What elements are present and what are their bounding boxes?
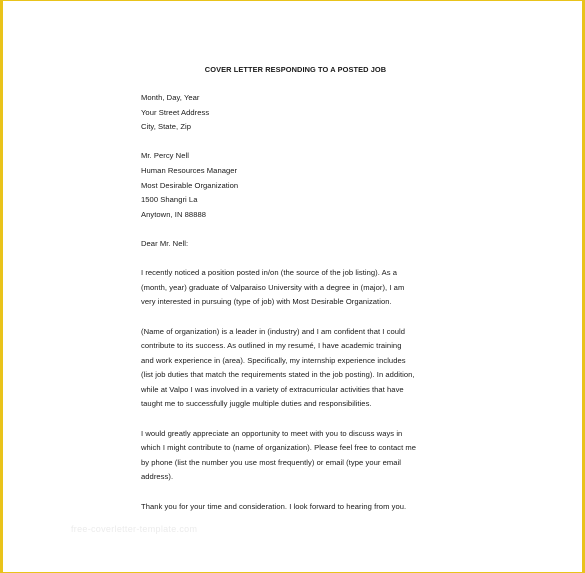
paragraph-line: Thank you for your time and consideration. I look forward to hearing from you.: [141, 501, 407, 511]
salutation: [141, 237, 451, 252]
paragraph-line: (list job duties that match the requirements stated in the job posting). In addition,: [141, 370, 415, 380]
sender-date: Month, Day, Year: [141, 93, 200, 102]
paragraph-3: [141, 427, 451, 485]
sender-address: [141, 91, 451, 135]
paragraph-line: I would greatly appreciate an opportunity to meet with you to discuss ways in: [141, 428, 403, 438]
paragraph-line: which I might contribute to (name of organization). Please feel free to contact me: [141, 443, 417, 453]
watermark-text: free-coverletter-template.com: [71, 524, 198, 534]
paragraph-2: [141, 325, 451, 413]
paragraph-line: taught me to successfully juggle multiple duties and responsibilities.: [141, 399, 372, 409]
sender-street: Your Street Address: [141, 107, 210, 117]
paragraph-line: very interested in pursuing (type of job) with Most Desirable Organization.: [141, 297, 392, 307]
sender-city: City, State, Zip: [141, 122, 192, 132]
paragraph-line: address).: [141, 472, 174, 482]
paragraph-line: and work experience in (area). Specifically, my internship experience includes: [141, 355, 406, 365]
recipient-organization: Most Desirable Organization: [141, 180, 239, 190]
recipient-city: Anytown, IN 88888: [141, 209, 207, 219]
paragraph-1: [141, 266, 451, 310]
paragraph-4: [141, 500, 451, 515]
recipient-street: 1500 Shangri La: [141, 195, 198, 205]
recipient-title: Human Resources Manager: [141, 165, 238, 175]
paragraph-line: I recently noticed a position posted in/on (the source of the job listing). As a: [141, 268, 398, 278]
salutation-text: Dear Mr. Nell:: [141, 238, 189, 248]
paragraph-line: while at Valpo I was involved in a variety of extracurricular activities that have: [141, 384, 404, 394]
paragraph-line: (Name of organization) is a leader in (industry) and I am confident that I could: [141, 326, 406, 336]
paragraph-line: (month, year) graduate of Valparaiso University with a degree in (major), I am: [141, 282, 405, 292]
paragraph-line: by phone (list the number you use most frequently) or email (type your email: [141, 457, 401, 467]
letter-body: [141, 91, 451, 529]
recipient-name: Mr. Percy Nell: [141, 151, 189, 161]
recipient-address: [141, 149, 451, 222]
letter-title: COVER LETTER RESPONDING TO A POSTED JOB: [204, 65, 387, 74]
paragraph-line: contribute to its success. As outlined in my resumé, I have academic training: [141, 341, 402, 351]
